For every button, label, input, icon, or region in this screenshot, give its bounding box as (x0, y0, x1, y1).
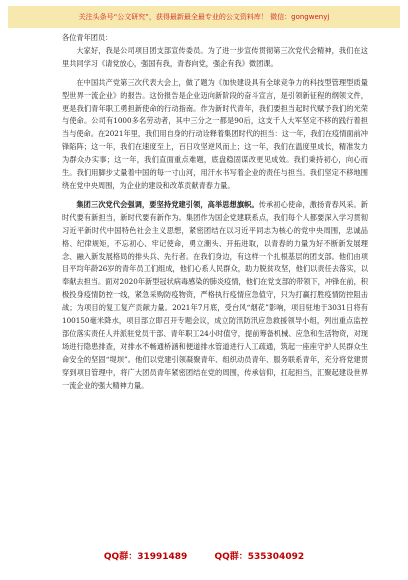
salutation: 各位青年团员： (62, 33, 113, 42)
paragraph-lead-bold: 集团三次党代会强调，要坚持党建引领，高举思想旗帜。 (76, 199, 259, 209)
qq-group-2: QQ群：535304092 (214, 552, 305, 562)
document-body (62, 32, 368, 392)
paragraph-party-building-text: 传承初心使命，激扬青春风采。新时代要有新担当，新时代要有新作为。集团作为国企党建联系点，我们每个人都要深入学习贯彻习近平新时代中国特色社会主义思想，紧密团结在以习近平同志为核心的党中央周围，忠诚品格、纪律规矩，不忘初心、牢记使命，勇立潮头、开拓进取，以青春的力量为好不断新发展理念、融入新发展格局的排头兵、先行者。在我们身边，有这样一个扎根基层的团支部。他们由项目平均年龄26岁的青年员工们组成，他们心系人民群众，助力脱贫攻坚，他们以责任去落实，以奉献去担当。面对2020年新型冠状病毒感染的肺炎疫情，他们在党支部的带领下，冲锋在前，积极投身疫情防控一线，紧急采购防疫物资，严格执行疫情应急值守，只为打赢打胜疫情防控阻击战；为项目的复工复产贡献力量。2021年7月底，受台风“烟花”影响，项目驻地于3031日将有100150毫米降水，项目部立即召开专题会议，成立防汛防汛应急救援领导小组，列出重点监控部位落实责任人并派驻党员干部、青年职工24小时值守，提前筹备机械、应急和生活物资，对现场进行隐患排查，对排水不畅通桥涵和便道排水管道进行人工疏通，筑起一座座守护人民群众生命安全的坚固“堤坝”。他们以党建引领凝聚青年、组织动员青年、服务联系青年，充分将党建贯穿到项目管理中，将广大团员青年紧密团结在党的周围，传承信仰，扛起担当，汇聚起建设世界一流企业的强大精神力量。 (62, 199, 368, 390)
paragraph-intro: 大家好，我是公司项目团支部宣传委员。为了进一步宣传贯彻第三次党代会精神，我们在这里共同学习《请党放心，强国有我，青春向党，强企有我》微团课。 (62, 45, 368, 68)
paragraph-report: 在中国共产党第三次代表大会上，做了题为《加快建设具有全球竞争力的科技型管理型质量型世界一流企业》的报告。这份报告是企业迈向新阶段的奋斗宣言，是引领新征程的纲领文件，更是我们青年职工勇担新使命的行动指南。作为新时代青年，我们要担当起时代赋予我们的光荣与使命。公司有1000多名劳动者，其中三分之一都是90后，这支千人大军坚定不移的践行着担当与使命。在2021年里，我们用自身的行动诠释着集团时代的担当：这一年，我们在疫情面前冲锋陷阵；这一年，我们在速度至上，百日攻坚逆风而上；这一年，我们在温度里成长，精准发力为群众办实事；这一年，我们直面重点难题，底盘稳固谋改更见成效。我们秉持初心，向心而生。我们用脚步丈量着中国的每一寸山河，用汗水书写着企业的责任与担当。我们坚定不移地围绕在党中央周围，为企业的建设和改革贡献青春力量。 (62, 77, 368, 190)
paragraph-party-building (62, 199, 368, 393)
qq-group-1: QQ群：31991489 (103, 552, 188, 562)
promo-banner: 关注头条号“公文研究”，获得最新最全最专业的公文资料库！ 微信：gongwenyj (8, 6, 400, 28)
footer-contacts (0, 549, 408, 562)
